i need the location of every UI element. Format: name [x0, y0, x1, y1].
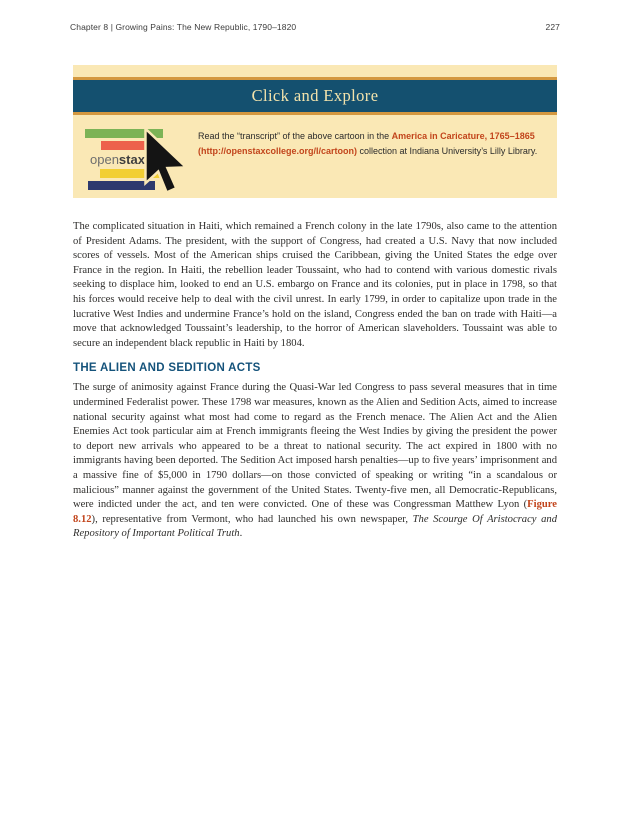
page-header: [70, 22, 560, 32]
alien-sedition-paragraph: The surge of animosity against France during the Quasi-War led Congress to pass several measures that in time undermined Federalist power. These 1798 war measures, known as the Alien and Sedition Acts, aimed to increase national security against what most had come to regard as the French menace. The Alien Act and the Alien Enemies Act took particular aim at French immigrants fleeing the West Indies by giving the president the power to deport new arrivals who appeared to be a threat to national security. The act expired in 1800 with no immigrants having been deported. The Sedition Act imposed harsh penalties—up to five years’ imprisonment and a massive fine of $5,000 in 1790 dollars—on those convicted of speaking or writing “in a scandalous or malicious” manner against the government of the United States. Twenty-five men, all Democratic-Republicans, were indicted under the act, and ten were convicted. One of these was Congressman Matthew Lyon (Figure 8.12), representative from Vermont, who had launched his own newspaper, The Scourge Of Aristocracy and Repository of Important Political Truth.: [73, 382, 557, 540]
newspaper-title: The Scourge Of Aristocracy and Repository of Important Political Truth: [73, 513, 557, 540]
openstax-wordmark: openstax: [90, 152, 145, 167]
openstax-logo: [85, 129, 185, 195]
haiti-paragraph: The complicated situation in Haiti, which remained a French colony in the late 1790s, also came to the attention of President Adams. The president, with the support of Congress, had created a U.S. Navy that now included scores of vessels. Most of the American ships cruised the Caribbean, giving the United States the edge over France in the region. In Haiti, the rebellion leader Toussaint, who had to contend with various domestic rivals seeking to displace him, looked to end an U.S. embargo on France and its colonies, put in place in 1798, so that his forces would receive help to deal with the civil unrest. In early 1799, in order to capitalize upon trade in the lucrative West Indies and undermine France’s hold on the island, Congress ended the ban on trade with Haiti—a move that acknowledged Toussaint’s leadership, to the horror of American slaveholders. Toussaint was able to secure an independent black republic in Haiti by 1804.: [73, 221, 557, 349]
box-description: Read the “transcript” of the above cartoon in the America in Caricature, 1765–1865 (http://openstaxcollege.org/l/cartoon) collection at Indiana University’s Lilly Library.: [198, 131, 538, 156]
click-and-explore-box: [73, 65, 557, 198]
box-title-band: [73, 80, 557, 112]
mouse-cursor-icon: [143, 126, 189, 198]
figure-8-12-reference[interactable]: Figure 8.12: [73, 499, 557, 525]
section-heading-alien-sedition: THE ALIEN AND SEDITION ACTS: [73, 362, 261, 375]
box-title: Click and Explore: [251, 86, 379, 105]
box-top-strip: [73, 65, 557, 77]
resource-link[interactable]: America in Caricature, 1765–1865 (http://openstaxcollege.org/l/cartoon): [198, 131, 535, 156]
page-number: 227: [545, 22, 560, 32]
chapter-label: Chapter 8 | Growing Pains: The New Republic, 1790–1820: [70, 22, 297, 32]
main-text-column: [73, 220, 557, 542]
